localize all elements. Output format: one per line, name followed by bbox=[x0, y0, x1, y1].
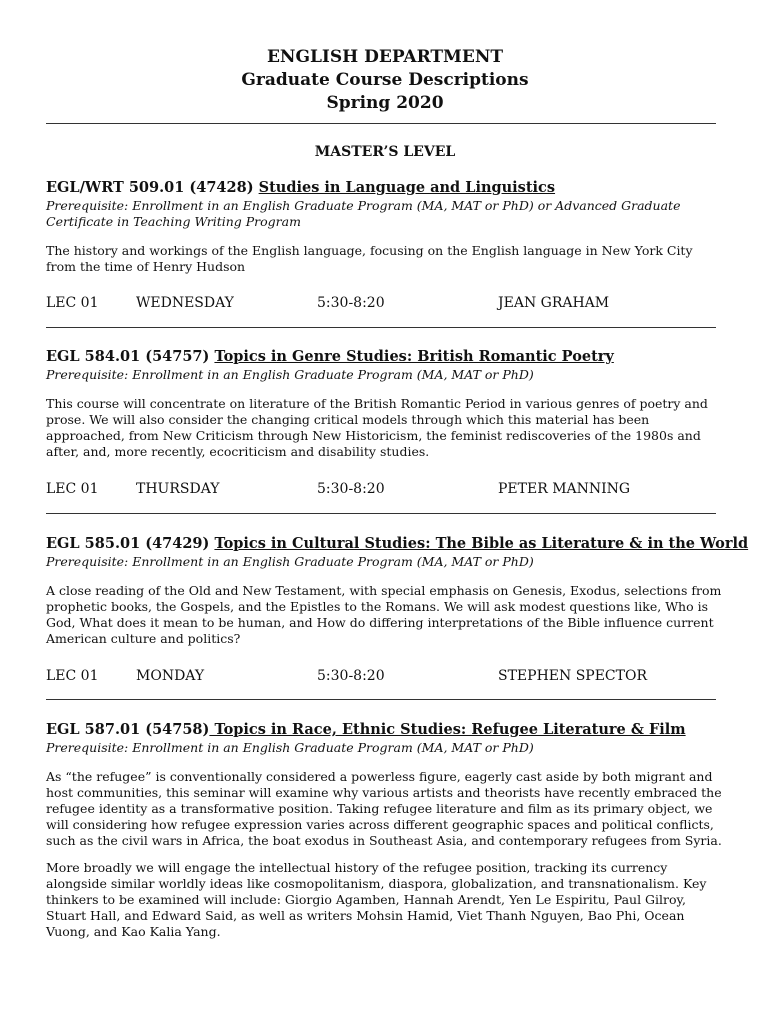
course-code: EGL 587.01 (54758) bbox=[46, 721, 210, 738]
course-entry bbox=[46, 179, 726, 286]
document-title: Graduate Course Descriptions bbox=[241, 70, 529, 90]
course-schedule bbox=[46, 295, 726, 313]
course-name: Topics in Cultural Studies: The Bible as Literature & in the World bbox=[214, 535, 749, 552]
document-header bbox=[0, 46, 770, 115]
course-description bbox=[46, 769, 726, 940]
course-title bbox=[46, 179, 726, 197]
course-code: EGL 584.01 (54757) bbox=[46, 348, 215, 365]
description-paragraph: As “the refugee” is conventionally considered a powerless figure, eagerly cast aside by both migrant and host communities, this seminar will examine why various artists and theorists have recently embraced the refugee identity as a transformative position. Taking refugee literature and film as its primary object, we will considering how refugee expression varies across different geographic spaces and political conflicts, such as the civil wars in Africa, the boat exodus in Southeast Asia, and contemporary refugees from Syria. bbox=[46, 769, 722, 848]
description-paragraph: This course will concentrate on literature of the British Romantic Period in various genres of poetry and prose. We will also consider the changing critical models through which this material has been approached, from New Criticism through New Historicism, the feminist rediscoveries of the 1980s and after, and, more recently, ecocriticism and disability studies. bbox=[46, 396, 708, 459]
course-prerequisite: Prerequisite: Enrollment in an English Graduate Program (MA, MAT or PhD) bbox=[46, 740, 534, 755]
course-description bbox=[46, 583, 726, 647]
schedule-day: THURSDAY bbox=[136, 481, 220, 497]
course-title bbox=[46, 721, 726, 739]
schedule-section: LEC 01 bbox=[46, 295, 99, 311]
schedule-day: MONDAY bbox=[136, 668, 205, 684]
course-name: Topics in Race, Ethnic Studies: Refugee Literature & Film bbox=[209, 721, 686, 738]
course-description bbox=[46, 243, 726, 275]
divider bbox=[46, 513, 716, 514]
schedule-section: LEC 01 bbox=[46, 481, 99, 497]
course-entry bbox=[46, 348, 726, 471]
divider bbox=[46, 123, 716, 124]
description-paragraph: More broadly we will engage the intellectual history of the refugee position, tracking its currency alongside similar worldly ideas like cosmopolitanism, diaspora, globalization, and transnationalism. Key thinkers to be examined will include: Giorgio Agamben, Hannah Arendt, Yen Le Espiritu, Paul Gilroy, Stuart Hall, and Edward Said, as well as writers Mohsin Hamid, Viet Thanh Nguyen, Bao Phi, Ocean Vuong, and Kao Kalia Yang. bbox=[46, 860, 707, 939]
term-title: Spring 2020 bbox=[326, 93, 444, 113]
course-code: EGL/WRT 509.01 (47428) bbox=[46, 179, 259, 196]
course-schedule bbox=[46, 668, 726, 686]
course-prerequisite: Prerequisite: Enrollment in an English Graduate Program (MA, MAT or PhD) or Advanced Graduate Certificate in Teaching Writing Program bbox=[46, 198, 681, 229]
course-prerequisite: Prerequisite: Enrollment in an English Graduate Program (MA, MAT or PhD) bbox=[46, 554, 534, 569]
section-heading: MASTER’S LEVEL bbox=[314, 144, 456, 160]
schedule-instructor: JEAN GRAHAM bbox=[498, 295, 610, 311]
divider bbox=[46, 327, 716, 328]
divider bbox=[46, 699, 716, 700]
course-name: Topics in Genre Studies: British Romantic Poetry bbox=[214, 348, 614, 365]
course-code: EGL 585.01 (47429) bbox=[46, 535, 215, 552]
course-entry bbox=[46, 721, 726, 951]
description-paragraph: The history and workings of the English language, focusing on the English language in New York City from the time of Henry Hudson bbox=[46, 243, 693, 274]
department-title: ENGLISH DEPARTMENT bbox=[266, 47, 504, 67]
course-description bbox=[46, 396, 726, 460]
schedule-section: LEC 01 bbox=[46, 668, 99, 684]
schedule-time: 5:30-8:20 bbox=[317, 481, 385, 497]
course-schedule bbox=[46, 481, 726, 499]
schedule-day: WEDNESDAY bbox=[136, 295, 234, 311]
schedule-time: 5:30-8:20 bbox=[317, 668, 385, 684]
course-name: Studies in Language and Linguistics bbox=[258, 179, 556, 196]
course-entry bbox=[46, 535, 749, 658]
schedule-time: 5:30-8:20 bbox=[317, 295, 385, 311]
course-title bbox=[46, 535, 749, 553]
schedule-instructor: PETER MANNING bbox=[498, 481, 631, 497]
course-title bbox=[46, 348, 726, 366]
schedule-instructor: STEPHEN SPECTOR bbox=[498, 668, 647, 684]
description-paragraph: A close reading of the Old and New Testament, with special emphasis on Genesis, Exodus, selections from prophetic books, the Gospels, and the Epistles to the Romans. We will ask modest questions like, Who is God, What does it mean to be human, and How do differing interpretations of the Bible influence current American culture and politics? bbox=[46, 583, 722, 646]
course-prerequisite: Prerequisite: Enrollment in an English Graduate Program (MA, MAT or PhD) bbox=[46, 367, 534, 382]
